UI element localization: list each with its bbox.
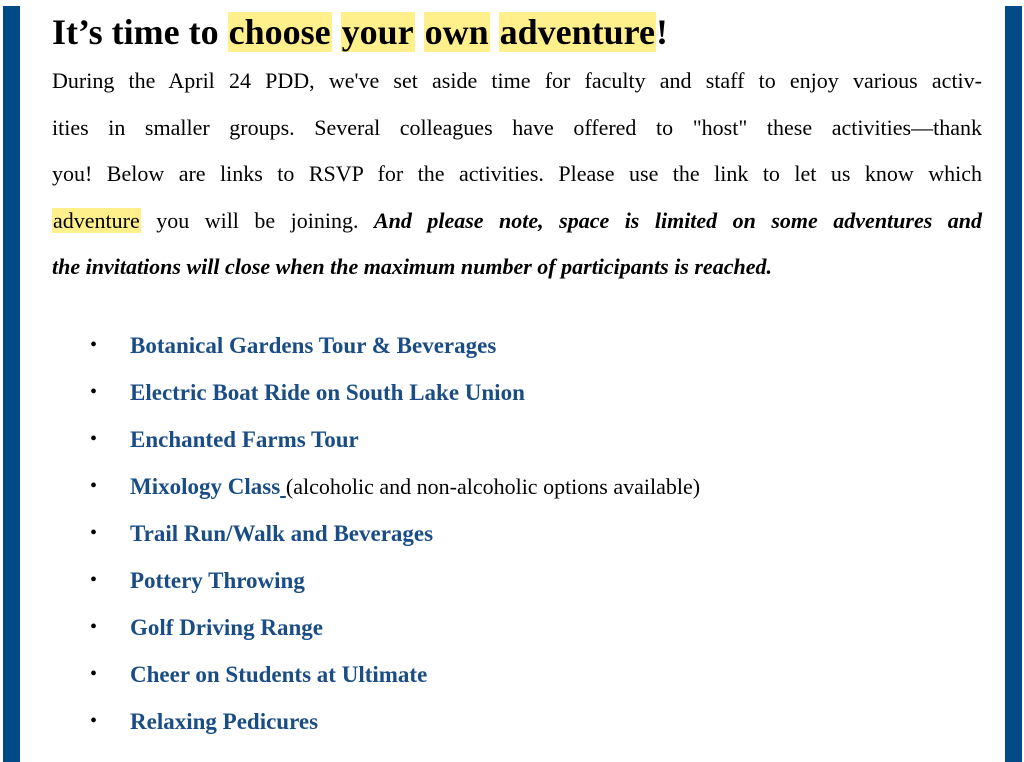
headline-word-adventure: adventure	[499, 12, 655, 52]
bullet-icon: •	[90, 334, 98, 356]
activity-link-pedicures[interactable]: Relaxing Pedicures	[130, 709, 319, 734]
right-border-bar	[1005, 6, 1022, 762]
list-item	[52, 463, 982, 510]
list-item	[52, 604, 982, 651]
activity-link-mixology[interactable]	[130, 474, 286, 499]
activity-link-botanical-gardens[interactable]: Botanical Gardens Tour & Beverages	[130, 333, 497, 358]
intro-line-3: you! Below are links to RSVP for the activities. Please use the link to let us know which	[52, 161, 982, 186]
intro-line-4-text: you will be joining.	[140, 207, 374, 233]
list-item	[52, 369, 982, 416]
intro-highlight-adventure: adventure	[53, 207, 140, 233]
headline	[52, 10, 668, 54]
bullet-icon: •	[90, 381, 98, 403]
activity-list	[52, 322, 982, 745]
intro-paragraph	[52, 58, 982, 291]
activity-link-electric-boat[interactable]: Electric Boat Ride on South Lake Union	[130, 380, 525, 405]
activity-link-trail-run[interactable]: Trail Run/Walk and Beverages	[130, 521, 434, 546]
intro-line-4	[52, 198, 982, 245]
activity-link-mixology-label: Mixology Class	[130, 474, 281, 499]
intro-line-4-emphasis: And please note, space is limited on some adventures and	[373, 207, 983, 233]
list-item	[52, 510, 982, 557]
bullet-icon: •	[90, 522, 98, 544]
activity-link-ultimate[interactable]: Cheer on Students at Ultimate	[130, 662, 428, 687]
bullet-icon: •	[90, 428, 98, 450]
headline-prefix: It’s time to	[52, 12, 228, 52]
list-item	[52, 698, 982, 745]
list-item	[52, 557, 982, 604]
list-item	[52, 651, 982, 698]
bullet-icon: •	[90, 475, 98, 497]
bullet-icon: •	[90, 616, 98, 638]
list-item	[52, 322, 982, 369]
activity-link-enchanted-farms[interactable]: Enchanted Farms Tour	[130, 427, 359, 452]
activity-link-golf[interactable]: Golf Driving Range	[130, 615, 323, 640]
bullet-icon: •	[90, 710, 98, 732]
left-border-bar	[3, 6, 20, 762]
bullet-icon: •	[90, 663, 98, 685]
intro-line-2: ities in smaller groups. Several colleagues have offered to "host" these activities—thank	[52, 114, 982, 140]
intro-line-1: During the April 24 PDD, we've set aside time for faculty and staff to enjoy various activ-	[52, 68, 982, 93]
headline-suffix: !	[655, 12, 668, 52]
list-item	[52, 416, 982, 463]
bullet-icon: •	[90, 569, 98, 591]
activity-note-mixology: (alcoholic and non-alcoholic options available)	[285, 474, 701, 499]
headline-word-choose: choose	[228, 12, 331, 52]
headline-word-own: own	[424, 12, 489, 52]
intro-line-5: the invitations will close when the maximum number of participants is reached.	[52, 254, 772, 279]
headline-word-your: your	[341, 12, 414, 52]
activity-link-pottery[interactable]: Pottery Throwing	[130, 568, 305, 593]
